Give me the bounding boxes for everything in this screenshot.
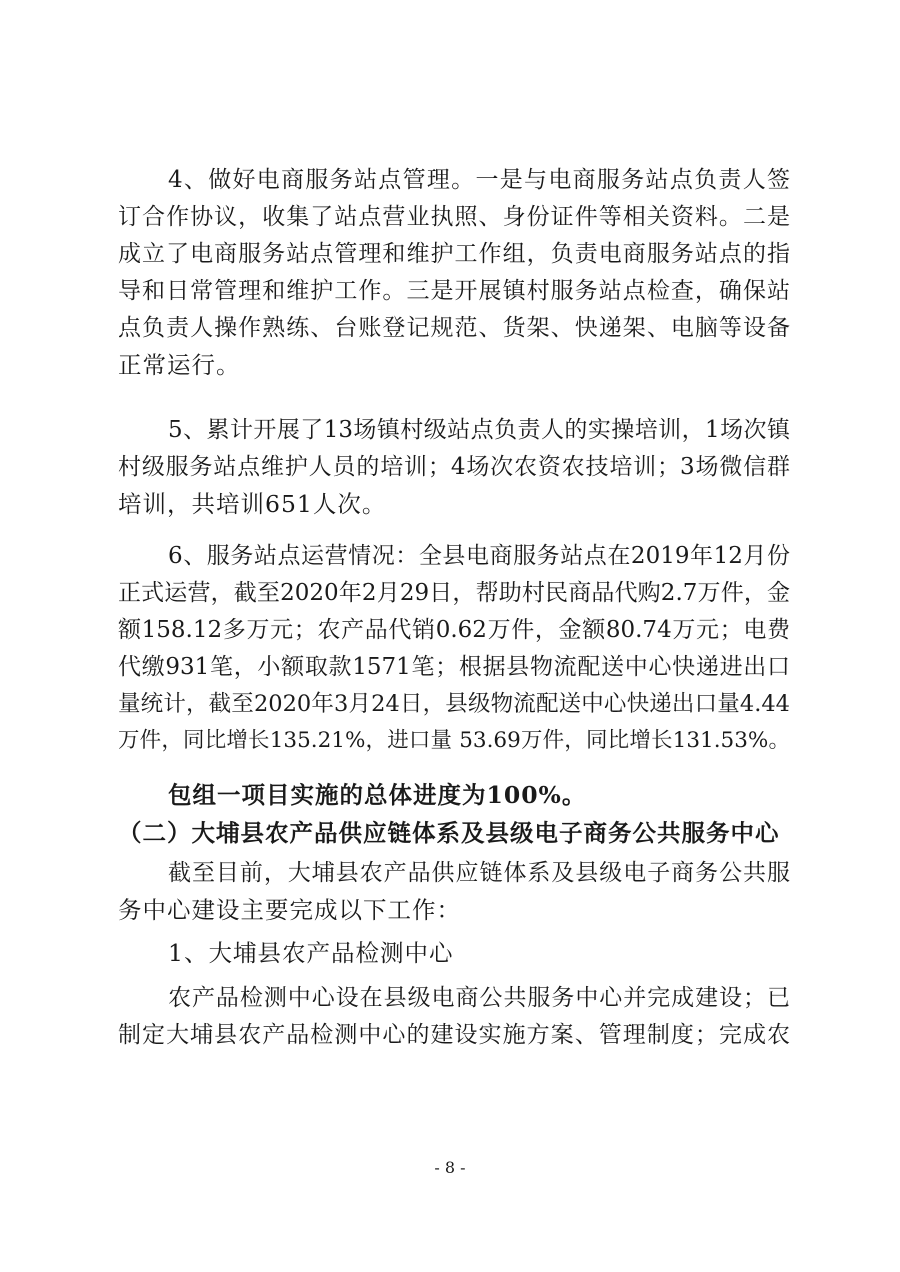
text-line: 4、做好电商服务站点管理。一是与电商服务站点负责人签 — [168, 167, 790, 193]
text-line: 村级服务站点维护人员的培训；4场次农资农技培训；3场微信群 — [118, 454, 790, 480]
text-line: 代缴931笔，小额取款1571笔；根据县物流配送中心快递进出口 — [118, 654, 790, 680]
section-heading-line: （二）大埔县农产品供应链体系及县级电子商务公共服务中心 — [118, 819, 780, 847]
text-line: 培训，共培训651人次。 — [118, 490, 387, 518]
text-line: 正常运行。 — [118, 351, 241, 379]
text-line: 6、服务站点运营情况：全县电商服务站点在2019年12月份 — [168, 543, 790, 569]
text-line: 制定大埔县农产品检测中心的建设实施方案、管理制度；完成农 — [118, 1022, 790, 1048]
text-line: 农产品检测中心设在县级电商公共服务中心并完成建设；已 — [168, 985, 790, 1011]
text-line: 截至目前，大埔县农产品供应链体系及县级电子商务公共服 — [168, 860, 790, 886]
progress-summary-line: 包组一项目实施的总体进度为100%。 — [168, 781, 587, 809]
page-number: - 8 - — [434, 1158, 466, 1177]
text-line: 点负责人操作熟练、台账登记规范、货架、快递架、电脑等设备 — [118, 315, 790, 341]
text-line: 务中心建设主要完成以下工作： — [118, 896, 461, 924]
text-line: 5、累计开展了13场镇村级站点负责人的实操培训，1场次镇 — [168, 417, 790, 443]
text-line: 导和日常管理和维护工作。三是开展镇村服务站点检查，确保站 — [118, 278, 790, 304]
subheading-line: 1、大埔县农产品检测中心 — [168, 939, 454, 967]
text-line: 正式运营，截至2020年2月29日，帮助村民商品代购2.7万件，金 — [118, 580, 790, 606]
text-line: 额158.12多万元；农产品代销0.62万件，金额80.74万元；电费 — [118, 617, 790, 643]
text-line: 量统计，截至2020年3月24日，县级物流配送中心快递出口量4.44 — [118, 691, 790, 717]
text-line: 成立了电商服务站点管理和维护工作组，负责电商服务站点的指 — [118, 241, 790, 267]
text-line: 万件，同比增长135.21%，进口量 53.69万件，同比增长131.53%。 — [118, 728, 790, 753]
text-line: 订合作协议，收集了站点营业执照、身份证件等相关资料。二是 — [118, 204, 790, 230]
